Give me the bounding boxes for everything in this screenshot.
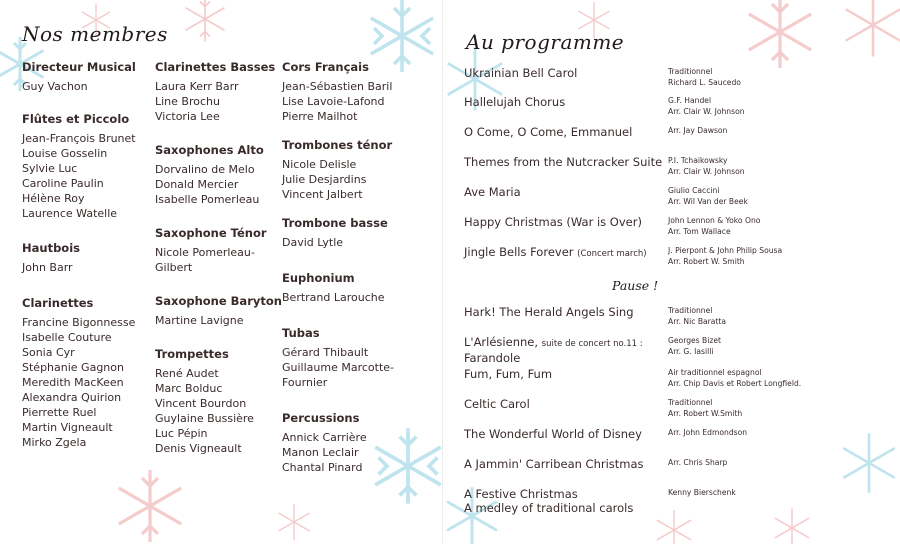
composer-line: Georges Bizet [668,336,722,345]
member-name: Donald Mercier [155,178,239,191]
member-name: Pierre Mailhot [282,110,358,123]
member-name: Julie Desjardins [282,173,367,186]
piece-title [464,335,664,365]
piece-composer [668,215,888,237]
member-name: Marc Bolduc [155,382,223,395]
member-name: Guillaume Marcotte-Fournier [282,361,395,389]
composer-line: Air traditionnel espagnol [668,368,762,377]
members-column-3 [282,60,407,475]
section-title: Saxophone Ténor [155,226,267,240]
section-title: Trompettes [155,347,229,361]
member-name: Caroline Paulin [22,177,104,190]
snowflake-icon [740,0,820,72]
composer-line: Traditionnel [668,306,713,315]
piece-title: Celtic Carol [464,397,530,411]
member-name: Manon Leclair [282,446,359,459]
composer-line: G.F. Handel [668,96,712,105]
members-column-1 [22,60,147,450]
piece-subtitle: suite de concert no.11 : [541,339,643,349]
section-title: Directeur Musical [22,60,136,74]
composer-line: Kenny Bierschenk [668,488,736,497]
member-name: Line Brochu [155,95,220,108]
piece-composer [668,487,888,498]
piece-title-text: L'Arlésienne, [464,335,539,349]
piece-composer [668,155,888,177]
member-name: Laura Kerr Barr [155,80,239,93]
composer-line: Arr. Robert W.Smith [668,409,743,418]
member-name: John Barr [22,261,73,274]
composer-line: Giulio Caccini [668,186,720,195]
members-title: Nos membres [22,22,168,46]
member-name: Martine Lavigne [155,314,244,327]
member-name: Sonia Cyr [22,346,75,359]
piece-title: Fum, Fum, Fum [464,367,553,381]
member-name: Meredith MacKeen [22,376,124,389]
piece-composer [668,397,888,419]
section-title: Saxophones Alto [155,143,264,157]
piece-composer [668,245,888,267]
composer-line: Arr. Chip Davis et Robert Longfield. [668,379,802,388]
section-title: Euphonium [282,271,355,285]
piece-title: Ave Maria [464,185,521,199]
composer-line: Traditionnel [668,67,713,76]
composer-line: Arr. Clair W. Johnson [668,167,745,176]
snowflake-icon [838,0,900,60]
piece-title-line2: Farandole [464,351,521,365]
piece-title-text: Jingle Bells Forever [464,245,574,259]
member-name: Jean-Sébastien Baril [282,80,393,93]
section-title: Flûtes et Piccolo [22,112,130,126]
piece-title [464,245,664,261]
section-title: Saxophone Baryton [155,294,282,308]
piece-title-line2: A medley of traditional carols [464,501,634,515]
member-name: René Audet [155,367,219,380]
member-name: Lise Lavoie-Lafond [282,95,385,108]
piece-composer [668,66,888,88]
piece-title-text: A Festive Christmas [464,487,578,501]
composer-line: John Lennon & Yoko Ono [668,216,761,225]
member-name: Vincent Bourdon [155,397,247,410]
section-title: Cors Français [282,60,369,74]
intermission-label: Pause ! [612,278,659,293]
member-name: Guylaine Bussière [155,412,254,425]
composer-line: Arr. John Edmondson [668,428,748,437]
piece-subtitle: (Concert march) [577,249,647,259]
composer-line: Arr. Clair W. Johnson [668,107,745,116]
member-name: Annick Carrière [282,431,367,444]
snowflake-icon [110,466,190,544]
member-name: Victoria Lee [155,110,220,123]
piece-composer [668,305,888,327]
page-divider [442,0,443,544]
member-name: Francine Bigonnesse [22,316,136,329]
member-name: Vincent Jalbert [282,188,363,201]
section-title: Hautbois [22,241,80,255]
members-column-2 [155,60,280,456]
piece-title: Themes from the Nutcracker Suite [464,155,663,169]
piece-composer [668,367,888,389]
piece-title: The Wonderful World of Disney [464,427,642,441]
member-name: Pierrette Ruel [22,406,97,419]
piece-title: Ukrainian Bell Carol [464,66,578,80]
snowflake-icon [180,0,230,44]
section-title: Trombones ténor [282,138,393,152]
member-name: Jean-François Brunet [22,132,136,145]
piece-composer [668,95,888,117]
member-name: Bertrand Larouche [282,291,385,304]
member-name: Isabelle Couture [22,331,112,344]
piece-title [464,487,664,515]
composer-line: Arr. Chris Sharp [668,458,728,467]
piece-title: O Come, O Come, Emmanuel [464,125,633,139]
piece-title: Happy Christmas (War is Over) [464,215,642,229]
composer-line: J. Pierpont & John Philip Sousa [668,246,783,255]
composer-line: Arr. Wil Van der Beek [668,197,748,206]
member-name: Gérard Thibault [282,346,369,359]
composer-line: Richard L. Saucedo [668,78,741,87]
piece-title: Hark! The Herald Angels Sing [464,305,634,319]
composer-line: Arr. Tom Wallace [668,227,731,236]
composer-line: Traditionnel [668,398,713,407]
piece-composer [668,457,888,468]
piece-composer [668,335,888,357]
member-name: Sylvie Luc [22,162,78,175]
composer-line: Arr. Nic Baratta [668,317,727,326]
piece-composer [668,427,888,438]
member-name: Stéphanie Gagnon [22,361,124,374]
member-name: Alexandra Quirion [22,391,122,404]
member-name: Martin Vigneault [22,421,113,434]
member-name: Mirko Zgela [22,436,87,449]
piece-composer [668,125,888,136]
composer-line: Arr. Jay Dawson [668,126,728,135]
composer-line: P.I. Tchaikowsky [668,156,728,165]
section-title: Tubas [282,326,320,340]
program-title: Au programme [466,30,625,54]
section-title: Trombone basse [282,216,388,230]
snowflake-icon [274,502,314,542]
member-name: David Lytle [282,236,344,249]
section-title: Clarinettes [22,296,94,310]
member-name: Chantal Pinard [282,461,363,474]
composer-line: Arr. G. Iasilli [668,347,714,356]
member-name: Laurence Watelle [22,207,118,220]
member-name: Hélène Roy [22,192,85,205]
section-title: Percussions [282,411,360,425]
section-title: Clarinettes Basses [155,60,276,74]
member-name: Guy Vachon [22,80,88,93]
member-name: Luc Pépin [155,427,208,440]
member-name: Dorvalino de Melo [155,163,255,176]
member-name: Denis Vigneault [155,442,242,455]
composer-line: Arr. Robert W. Smith [668,257,745,266]
member-name: Louise Gosselin [22,147,108,160]
piece-title: A Jammin' Carribean Christmas [464,457,644,471]
snowflake-icon [770,506,814,544]
piece-title: Hallelujah Chorus [464,95,566,109]
member-name: Isabelle Pomerleau [155,193,260,206]
piece-composer [668,185,888,207]
member-name: Nicole Delisle [282,158,357,171]
member-name: Nicole Pomerleau-Gilbert [155,246,255,274]
